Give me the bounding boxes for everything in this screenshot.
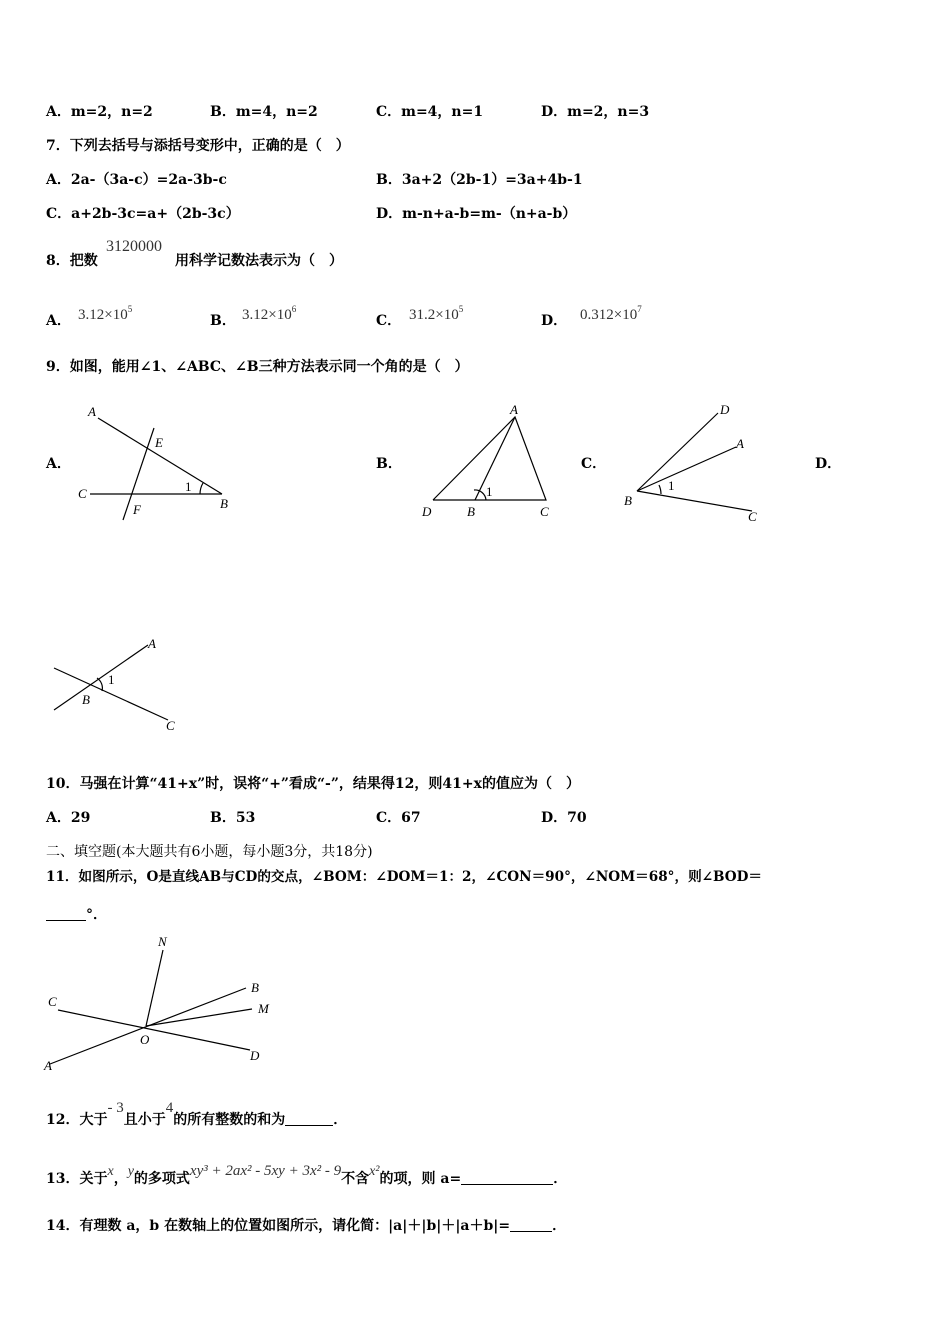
q8-option-b-letter: B． — [210, 313, 236, 329]
q6-option-c: C．m=4，n=1 — [376, 104, 484, 120]
q8-option-c-letter: C． — [376, 313, 402, 329]
label-b: B — [220, 496, 228, 511]
label-a: A — [510, 402, 518, 417]
label-a: A — [88, 404, 96, 419]
q9-letter-a: A． — [46, 456, 71, 472]
q9-letter-b: B． — [376, 456, 402, 472]
q10-option-b: B．53 — [210, 810, 256, 826]
label-b: B — [251, 980, 259, 995]
q11-stem: 11．如图所示，O是直线AB与CD的交点，∠BOM：∠DOM＝1：2，∠CON＝90°，∠NOM＝68°，则∠BOD＝ — [46, 869, 763, 885]
q12-text: 12．大于- 3且小于4的所有整数的和为 ． — [46, 1100, 348, 1128]
q8-option-d-letter: D． — [541, 313, 568, 329]
q10-option-d: D．70 — [541, 810, 587, 826]
label-f: F — [133, 502, 141, 517]
section-title: 二、填空题(本大题共有6小题，每小题3分，共18分) — [46, 844, 373, 860]
label-a: A — [44, 1058, 52, 1073]
label-m: M — [258, 1001, 269, 1016]
q8-option-a-value: $3.12\times 10^5$ — [78, 304, 133, 323]
q9-letter-d: D． — [815, 456, 842, 472]
q8-stem-pre: 8．把数 — [46, 253, 98, 269]
label-d: D — [720, 402, 730, 417]
label-n: N — [158, 934, 167, 949]
q8-stem-post: 用科学记数法表示为（ ） — [175, 253, 343, 269]
label-b: B — [82, 692, 90, 707]
q13-text: 13．关于x，y的多项式xy³ + 2ax² - 5xy + 3x² - 9不含x²的项，则 a= ． — [46, 1163, 568, 1187]
q11-answer-line: °． — [46, 906, 107, 924]
q7-option-a: A．2a-（3a-c）=2a-3b-c — [46, 172, 227, 188]
label-c: C — [48, 994, 57, 1009]
q8-option-b-value: $3.12\times 10^6$ — [242, 304, 297, 323]
q8-option-d-value: $0.312\times 10^7$ — [580, 304, 642, 323]
label-a: A — [148, 636, 156, 651]
q7-option-d: D．m-n+a-b=m-（n+a-b） — [376, 206, 577, 222]
label-a: A — [736, 436, 744, 451]
label-1: 1 — [668, 478, 675, 493]
q10-option-a: A．29 — [46, 810, 91, 826]
q8-option-c-value: $31.2\times 10^5$ — [409, 304, 464, 323]
label-d: D — [422, 504, 432, 519]
q7-option-c: C．a+2b-3c=a+（2b-3c） — [46, 206, 240, 222]
q7-stem: 7．下列去括号与添括号变形中，正确的是（ ） — [46, 138, 350, 154]
label-b: B — [467, 504, 475, 519]
label-d: D — [250, 1048, 260, 1063]
label-c: C — [78, 486, 87, 501]
label-c: C — [166, 718, 175, 733]
label-b: B — [624, 493, 632, 508]
q10-option-c: C．67 — [376, 810, 421, 826]
label-1: 1 — [486, 484, 493, 499]
q6-option-a: A．m=2，n=2 — [46, 104, 153, 120]
label-1: 1 — [108, 672, 115, 687]
q10-stem: 10．马强在计算“41+x”时，误将“+”看成“-”，结果得12，则41+x的值应为（ ） — [46, 776, 580, 792]
q6-option-d: D．m=2，n=3 — [541, 104, 650, 120]
q7-option-b: B．3a+2（2b-1）=3a+4b-1 — [376, 172, 583, 188]
label-e: E — [155, 435, 163, 450]
q6-option-b: B．m=4，n=2 — [210, 104, 318, 120]
q8-option-a-letter: A． — [46, 313, 71, 329]
label-1: 1 — [185, 479, 192, 494]
q9-stem: 9．如图，能用∠1、∠ABC、∠B三种方法表示同一个角的是（ ） — [46, 359, 469, 375]
label-o: O — [140, 1032, 150, 1047]
label-c: C — [748, 509, 757, 524]
label-c: C — [540, 504, 549, 519]
q9-letter-c: C． — [581, 456, 607, 472]
q14-text: 14．有理数 a，b 在数轴上的位置如图所示，请化简：|a|＋|b|＋|a＋b|= ． — [46, 1218, 567, 1234]
q8-number: 3120000 — [106, 238, 162, 255]
